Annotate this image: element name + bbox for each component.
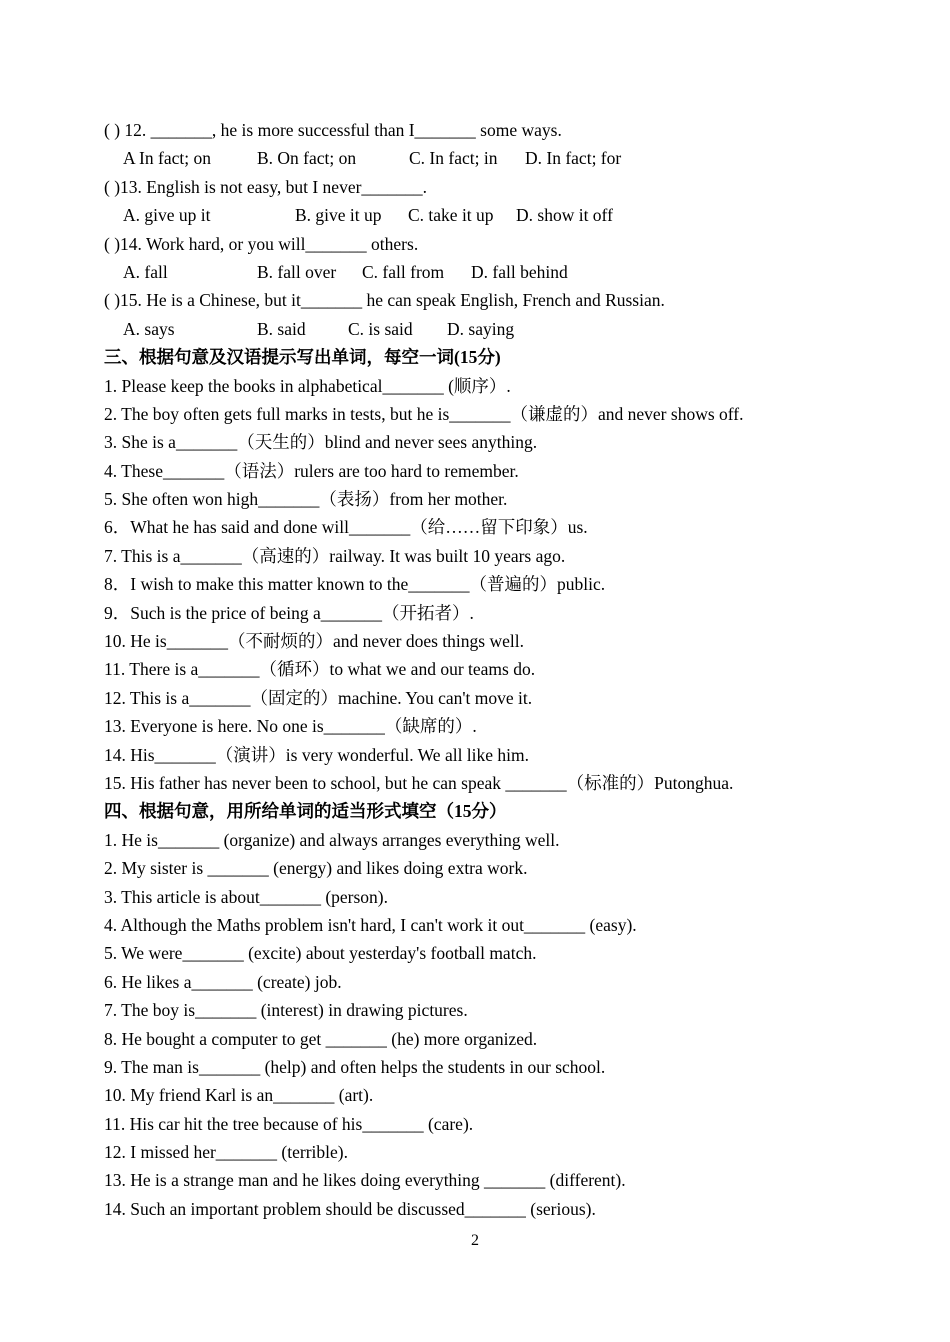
list-item: 8. He bought a computer to get _______ (he) more organized. (104, 1028, 538, 1049)
mc-option: A In fact; on (123, 148, 211, 169)
mc-option: B. On fact; on (257, 148, 357, 169)
mc-option: A. says (123, 318, 175, 339)
section-4 (104, 797, 864, 1223)
list-item: 1. He is_______ (organize) and always arranges everything well. (104, 829, 560, 850)
mc-question-13: ( )13. English is not easy, but I never_______. (104, 176, 428, 197)
list-item: 11. His car hit the tree because of his_______ (care). (104, 1113, 474, 1134)
list-item: 4. These_______（语法）rulers are too hard to remember. (104, 460, 519, 481)
list-item: 3. This article is about_______ (person). (104, 886, 388, 907)
list-item: 9．Such is the price of being a_______（开拓者）. (104, 602, 474, 623)
list-item: 7. The boy is_______ (interest) in drawing pictures. (104, 1000, 468, 1021)
mc-option: A. give up it (123, 205, 211, 226)
mc-question-12: ( ) 12. _______, he is more successful than I_______ some ways. (104, 120, 562, 140)
mc-option: C. take it up (408, 205, 494, 226)
list-item: 5. She often won high_______（表扬）from her mother. (104, 489, 508, 510)
list-item: 12. This is a_______（固定的）machine. You can't move it. (104, 687, 533, 708)
mc-option: C. fall from (362, 261, 445, 282)
list-item: 12. I missed her_______ (terrible). (104, 1142, 348, 1163)
mc-options-13 (104, 201, 864, 229)
list-item: 11. There is a_______（循环）to what we and our teams do. (104, 659, 536, 680)
list-item: 3. She is a_______（天生的）blind and never sees anything. (104, 432, 538, 453)
mc-option: D. show it off (516, 205, 613, 226)
list-item: 6. He likes a_______ (create) job. (104, 971, 342, 992)
page-number: 2 (471, 1232, 479, 1249)
worksheet-page (104, 116, 864, 1223)
list-item: 15. His father has never been to school, but he can speak _______（标准的）Putonghua. (104, 772, 734, 793)
list-item: 14. His_______（演讲）is very wonderful. We all like him. (104, 744, 530, 765)
mc-option: C. In fact; in (409, 148, 498, 169)
mc-question-14: ( )14. Work hard, or you will_______ others. (104, 233, 419, 254)
mc-option: C. is said (348, 318, 413, 339)
list-item: 10. My friend Karl is an_______ (art). (104, 1085, 374, 1106)
mc-option: A. fall (123, 261, 168, 282)
list-item: 10. He is_______（不耐烦的）and never does things well. (104, 631, 524, 652)
mc-question-15: ( )15. He is a Chinese, but it_______ he can speak English, French and Russian. (104, 290, 665, 311)
mc-option: B. give it up (295, 205, 382, 226)
list-item: 5. We were_______ (excite) about yesterday's football match. (104, 943, 537, 964)
list-item: 13. He is a strange man and he likes doing everything _______ (different). (104, 1170, 626, 1191)
mc-options-14 (104, 258, 864, 286)
list-item: 7. This is a_______（高速的）railway. It was built 10 years ago. (104, 545, 566, 566)
list-item: 4. Although the Maths problem isn't hard, I can't work it out_______ (easy). (104, 914, 637, 935)
section-3 (104, 343, 864, 797)
mc-options-15 (104, 315, 864, 343)
list-item: 6．What he has said and done will_______（给……留下印象）us. (104, 517, 588, 538)
list-item: 9. The man is_______ (help) and often helps the students in our school. (104, 1056, 606, 1077)
list-item: 2. My sister is _______ (energy) and likes doing extra work. (104, 858, 528, 879)
list-item: 1. Please keep the books in alphabetical_______ (顺序）. (104, 375, 511, 396)
list-item: 13. Everyone is here. No one is_______（缺席的）. (104, 716, 477, 737)
mc-options-12 (104, 144, 864, 172)
mc-option: D. In fact; for (525, 148, 622, 169)
list-item: 2. The boy often gets full marks in tests, but he is_______（谦虚的）and never shows off. (104, 403, 744, 424)
mc-option: B. fall over (257, 261, 337, 282)
section-3-heading: 三、根据句意及汉语提示写出单词，每空一词(15分) (104, 347, 501, 368)
mc-option: D. fall behind (471, 261, 568, 282)
multiple-choice-section (104, 116, 864, 343)
section-4-heading: 四、根据句意，用所给单词的适当形式填空（15分） (104, 801, 507, 822)
list-item: 14. Such an important problem should be discussed_______ (serious). (104, 1198, 596, 1219)
mc-option: B. said (257, 318, 306, 339)
mc-option: D. saying (447, 318, 515, 339)
list-item: 8．I wish to make this matter known to the_______（普遍的）public. (104, 574, 606, 595)
